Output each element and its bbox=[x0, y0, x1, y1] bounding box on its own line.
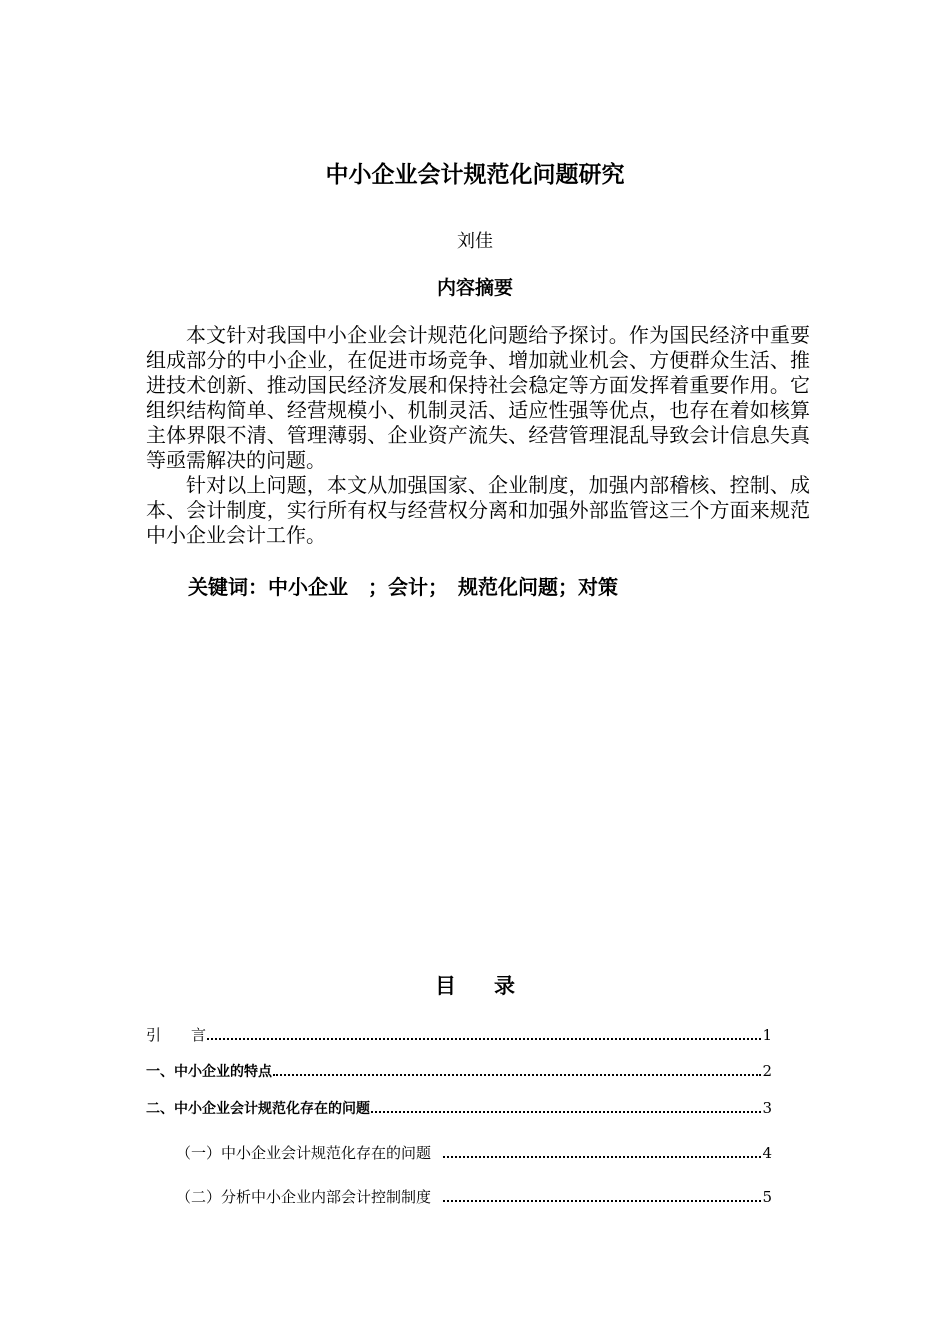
toc-entry-page: 5 bbox=[762, 1188, 772, 1206]
toc-entry[interactable] bbox=[176, 1142, 772, 1163]
toc-leader-dots bbox=[207, 1038, 761, 1040]
toc-entry-page: 2 bbox=[762, 1062, 772, 1080]
toc-heading-part: 录 bbox=[494, 974, 515, 998]
toc-leader-dots bbox=[443, 1156, 761, 1158]
toc-leader-dots bbox=[371, 1111, 761, 1113]
toc-entry-page: 1 bbox=[762, 1026, 772, 1044]
toc-entry-page: 4 bbox=[762, 1144, 772, 1162]
toc-entry-label: 二、中小企业会计规范化存在的问题 bbox=[146, 1101, 370, 1117]
toc-entry-label: （二）分析中小企业内部会计控制制度 bbox=[176, 1188, 432, 1206]
toc-entry[interactable] bbox=[146, 1024, 772, 1045]
toc-heading-part: 目 bbox=[435, 974, 456, 998]
toc-entry-label: 一、中小企业的特点 bbox=[146, 1064, 272, 1080]
toc-entry[interactable] bbox=[146, 1061, 772, 1081]
abstract-heading: 内容摘要 bbox=[436, 277, 513, 299]
abstract-body bbox=[146, 323, 810, 548]
toc-heading bbox=[0, 970, 950, 1000]
toc-leader-dots bbox=[273, 1074, 761, 1076]
toc-entry-label: 引 言 bbox=[146, 1026, 207, 1044]
toc-entry[interactable] bbox=[146, 1098, 772, 1118]
keywords-line: 关键词：中小企业 ；会计； 规范化问题；对策 bbox=[188, 575, 618, 599]
toc-entry-label: （一）中小企业会计规范化存在的问题 bbox=[176, 1144, 432, 1162]
toc-leader-dots bbox=[443, 1200, 761, 1202]
toc-entry-page: 3 bbox=[762, 1099, 772, 1117]
document-title: 中小企业会计规范化问题研究 bbox=[325, 162, 625, 188]
abstract-paragraph: 本文针对我国中小企业会计规范化问题给予探讨。作为国民经济中重要组成部分的中小企业，在促进市场竞争、增加就业机会、方便群众生活、推进技术创新、推动国民经济发展和保持社会稳定等方面发挥着重要作用。它组织结构简单、经营规模小、机制灵活、适应性强等优点，也存在着如核算主体界限不清、管理薄弱、企业资产流失、经营管理混乱导致会计信息失真等亟需解决的问题。 bbox=[146, 323, 810, 472]
author-name: 刘佳 bbox=[457, 231, 493, 252]
abstract-paragraph: 针对以上问题，本文从加强国家、企业制度，加强内部稽核、控制、成本、会计制度，实行所有权与经营权分离和加强外部监管这三个方面来规范中小企业会计工作。 bbox=[146, 473, 810, 547]
toc-entry[interactable] bbox=[176, 1186, 772, 1207]
